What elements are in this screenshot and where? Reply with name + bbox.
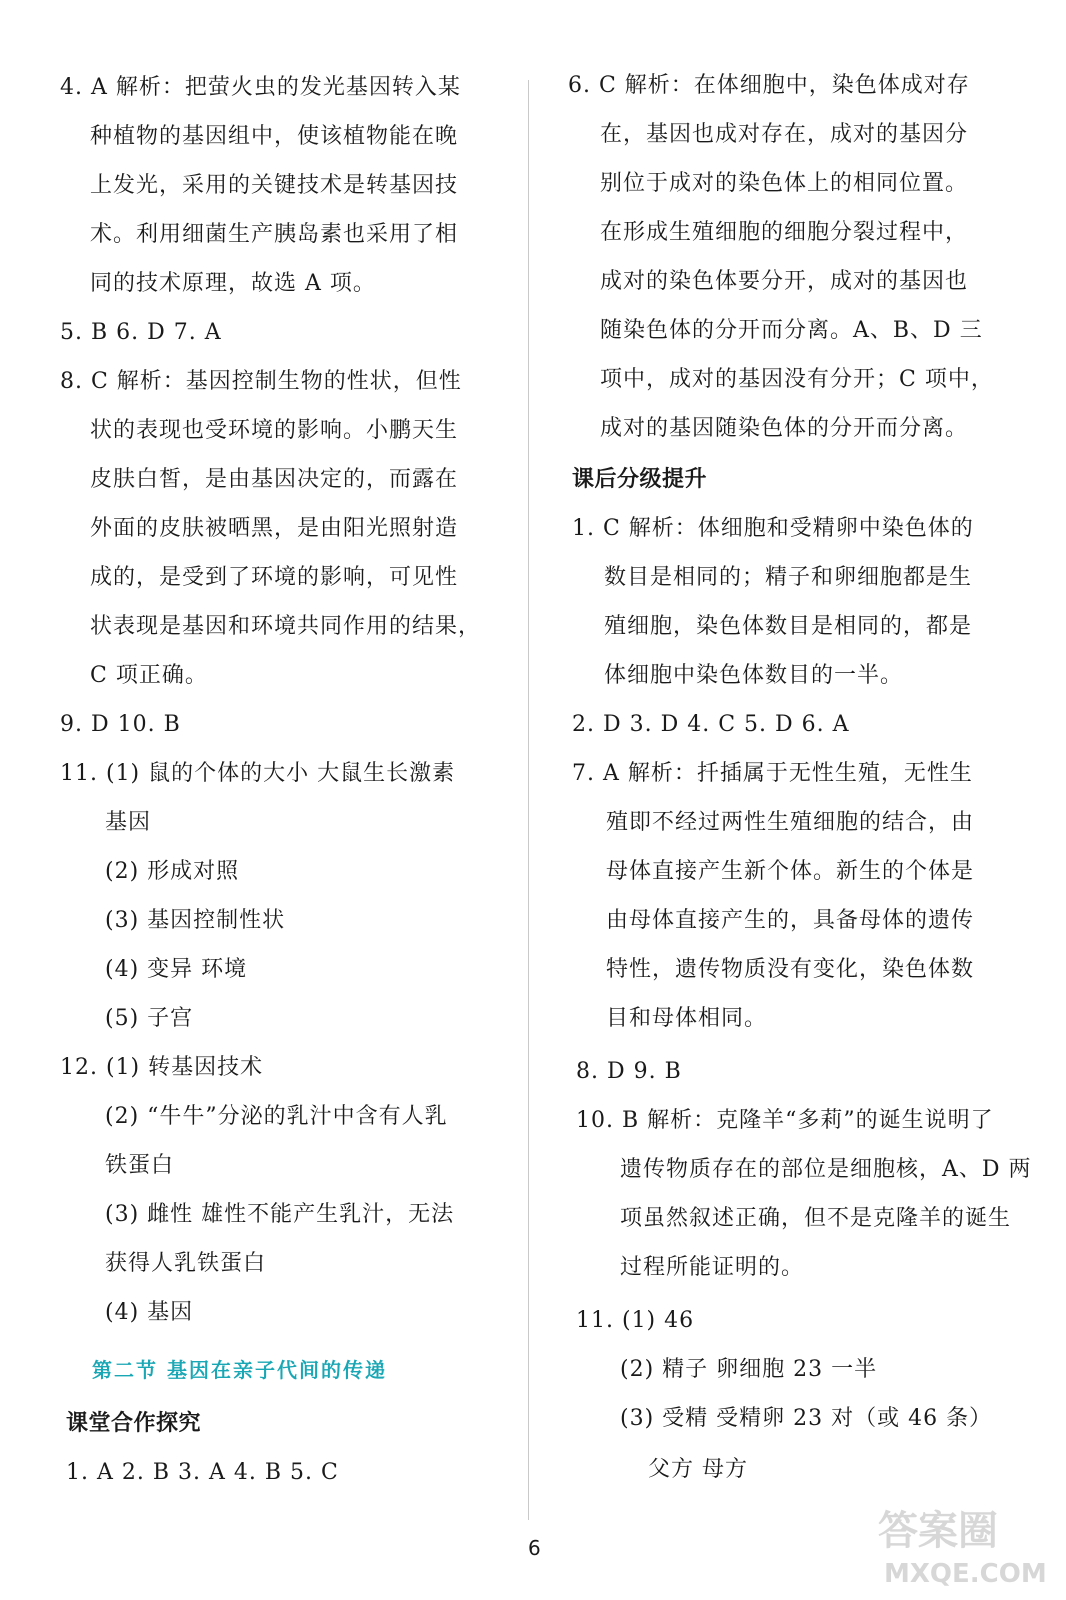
answer-line: 7. A 解析：扦插属于无性生殖，无性生 — [572, 761, 973, 786]
answer-line: 项虽然叙述正确，但不是克隆羊的诞生 — [620, 1206, 1012, 1231]
answer-line: (4) 基因 — [105, 1300, 194, 1325]
answer-line: 8. C 解析：基因控制生物的性状，但性 — [60, 369, 462, 394]
answer-line: 随染色体的分开而分离。A、B、D 三 — [600, 318, 983, 343]
watermark-logo — [870, 1500, 1050, 1590]
answer-line: 状表现是基因和环境共同作用的结果， — [90, 614, 482, 639]
answer-line: 母体直接产生新个体。新生的个体是 — [606, 859, 975, 884]
answer-line: 殖即不经过两性生殖细胞的结合，由 — [606, 810, 975, 835]
page-number: 6 — [528, 1536, 541, 1560]
answer-line: 11. (1) 鼠的个体的大小 大鼠生长激素 — [60, 761, 456, 786]
section-heading: 课堂合作探究 — [66, 1411, 202, 1436]
answer-line: 体细胞中染色体数目的一半。 — [604, 663, 904, 688]
section-heading: 课后分级提升 — [572, 467, 708, 492]
answer-line: 1. C 解析：体细胞和受精卵中染色体的 — [572, 516, 974, 541]
answer-line: 基因 — [105, 810, 152, 835]
answer-line: (2) 精子 卵细胞 23 一半 — [620, 1357, 878, 1382]
answer-line: 6. C 解析：在体细胞中，染色体成对存 — [568, 73, 970, 98]
answer-line: (4) 变异 环境 — [105, 957, 248, 982]
answer-line: 8. D 9. B — [576, 1059, 682, 1084]
answer-line: 过程所能证明的。 — [620, 1255, 805, 1280]
answer-line: 同的技术原理，故选 A 项。 — [90, 271, 376, 296]
column-divider — [528, 80, 529, 1520]
answer-line: (3) 受精 受精卵 23 对（或 46 条） — [620, 1406, 993, 1431]
answer-line: 特性，遗传物质没有变化，染色体数 — [606, 957, 975, 982]
answer-line: 9. D 10. B — [60, 712, 181, 737]
answer-line: 铁蛋白 — [105, 1153, 175, 1178]
answer-line: 由母体直接产生的，具备母体的遗传 — [606, 908, 975, 933]
answer-line: 数目是相同的；精子和卵细胞都是生 — [604, 565, 973, 590]
answer-line: 10. B 解析：克隆羊“多莉”的诞生说明了 — [576, 1108, 994, 1133]
answer-line: 外面的皮肤被晒黑，是由阳光照射造 — [90, 516, 459, 541]
answer-line: 在，基因也成对存在，成对的基因分 — [600, 122, 969, 147]
answer-line: 成的，是受到了环境的影响，可见性 — [90, 565, 459, 590]
answer-line: 成对的染色体要分开，成对的基因也 — [600, 269, 969, 294]
answer-line: C 项正确。 — [90, 663, 208, 688]
answer-line: 遗传物质存在的部位是细胞核，A、D 两 — [620, 1157, 1032, 1182]
answer-line: 4. A 解析：把萤火虫的发光基因转入某 — [60, 75, 461, 100]
answer-line: 皮肤白皙，是由基因决定的，而露在 — [90, 467, 459, 492]
answer-line: 状的表现也受环境的影响。小鹏天生 — [90, 418, 459, 443]
answer-line: 上发光，采用的关键技术是转基因技 — [90, 173, 459, 198]
answer-line: 种植物的基因组中，使该植物能在晚 — [90, 124, 459, 149]
answer-line: 术。利用细菌生产胰岛素也采用了相 — [90, 222, 459, 247]
answer-line: 5. B 6. D 7. A — [60, 320, 222, 345]
watermark-title: 答案圈 — [878, 1508, 998, 1554]
answer-line: 项中，成对的基因没有分开；C 项中， — [600, 367, 994, 392]
answer-line: 1. A 2. B 3. A 4. B 5. C — [66, 1460, 339, 1485]
answer-line: 父方 母方 — [648, 1457, 748, 1482]
answer-line: (2) 形成对照 — [105, 859, 240, 884]
answer-line: 目和母体相同。 — [606, 1006, 768, 1031]
answer-line: 获得人乳铁蛋白 — [105, 1251, 267, 1276]
answer-line: 成对的基因随染色体的分开而分离。 — [600, 416, 969, 441]
section-title: 第二节 基因在亲子代间的传递 — [92, 1358, 387, 1382]
watermark-url: MXQE.COM — [884, 1559, 1047, 1589]
answer-line: 11. (1) 46 — [576, 1308, 695, 1333]
answer-line: (3) 基因控制性状 — [105, 908, 286, 933]
answer-line: (2) “牛牛”分泌的乳汁中含有人乳 — [105, 1104, 448, 1129]
answer-line: (3) 雌性 雄性不能产生乳汁，无法 — [105, 1202, 455, 1227]
answer-line: 2. D 3. D 4. C 5. D 6. A — [572, 712, 850, 737]
answer-line: 别位于成对的染色体上的相同位置。 — [600, 171, 969, 196]
answer-line: 殖细胞，染色体数目是相同的，都是 — [604, 614, 973, 639]
answer-line: 12. (1) 转基因技术 — [60, 1055, 264, 1080]
answer-line: (5) 子宫 — [105, 1006, 194, 1031]
answer-line: 在形成生殖细胞的细胞分裂过程中， — [600, 220, 969, 245]
